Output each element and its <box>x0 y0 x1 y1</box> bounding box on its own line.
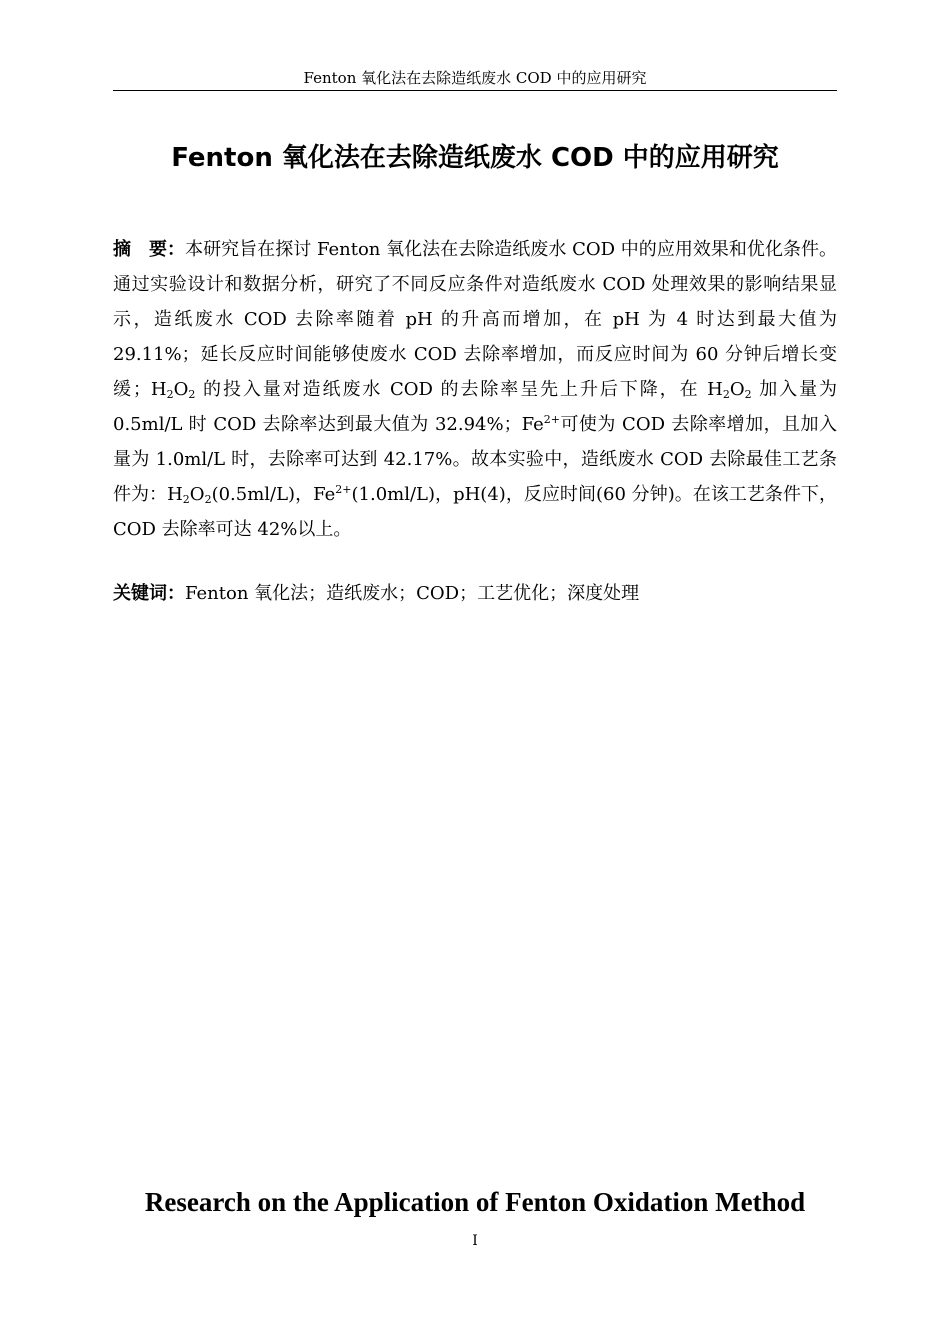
subscript: 2 <box>182 493 190 506</box>
subscript: 2 <box>166 388 174 401</box>
abstract-text-5: 加入量为 0.5ml/L 时 COD 去除率达到最大值为 32.94%；Fe <box>113 379 837 435</box>
running-header: Fenton 氧化法在去除造纸废水 COD 中的应用研究 <box>303 69 647 87</box>
abstract-text-4: O <box>729 379 745 400</box>
keywords-line <box>113 576 837 611</box>
abstract-label: 摘 要： <box>113 239 186 260</box>
page-number: I <box>472 1233 478 1249</box>
document-title-en: Research on the Application of Fenton Oxidation Method <box>144 1187 806 1217</box>
subscript: 2 <box>188 388 196 401</box>
subscript: 2 <box>204 493 212 506</box>
abstract-text-3: 的投入量对造纸废水 COD 的去除率呈先上升后下降，在 H <box>195 379 723 400</box>
abstract-text-2: O <box>173 379 189 400</box>
subscript: 2 <box>744 388 752 401</box>
document-title-cn: Fenton 氧化法在去除造纸废水 COD 中的应用研究 <box>171 143 779 173</box>
abstract-text-8: (0.5ml/L)，Fe <box>211 484 336 505</box>
abstract-text-1: 本研究旨在探讨 Fenton 氧化法在去除造纸废水 COD 中的应用效果和优化条件。通过实验设计和数据分析，研究了不同反应条件对造纸废水 COD 处理效果的影响结果显示，造纸废水 COD 去除率随着 pH 的升高而增加，在 pH 为 4 时达到最大值为 29.11%；延长反应时间能够使废水 COD 去除率增加，而反应时间为 60 分钟后增长变缓；H <box>113 239 838 400</box>
keywords-label: 关键词： <box>113 583 185 604</box>
abstract-text-6: 可使为 COD 去除率增加，且加入量为 1.0ml/L 时，去除率可达到 42.17%。故本实验中，造纸废水 COD 去除最佳工艺条件为：H <box>113 414 838 505</box>
keywords-text: Fenton 氧化法；造纸废水；COD；工艺优化；深度处理 <box>185 583 640 604</box>
subscript: 2 <box>722 388 730 401</box>
superscript: 2+ <box>335 483 352 496</box>
header-rule <box>113 90 837 91</box>
abstract-paragraph <box>113 232 837 547</box>
abstract-text-9: (1.0ml/L)，pH(4)，反应时间(60 分钟)。在该工艺条件下，COD 去除率可达 42%以上。 <box>113 484 838 540</box>
abstract-text-7: O <box>189 484 205 505</box>
superscript: 2+ <box>543 413 560 426</box>
